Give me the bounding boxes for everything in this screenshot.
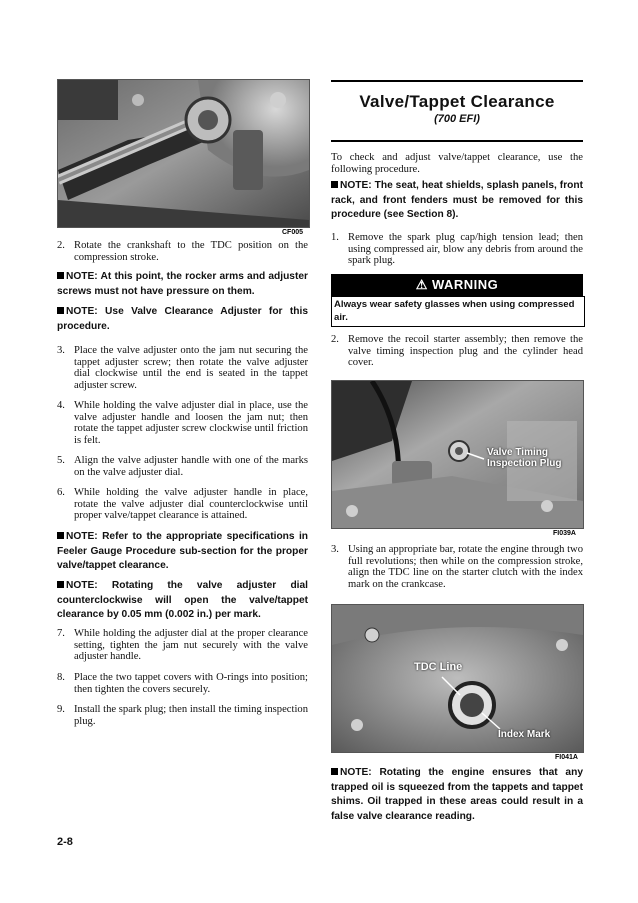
note-bullet-icon xyxy=(331,181,338,188)
left-step-4 xyxy=(57,400,308,446)
step-number: 8. xyxy=(57,672,65,683)
right-note-1 xyxy=(331,179,583,223)
left-step-8 xyxy=(57,672,308,695)
step-text: Place the two tappet covers with O-rings into position; then tighten the covers securely. xyxy=(74,672,308,695)
left-step-7 xyxy=(57,628,308,663)
right-step-1 xyxy=(331,232,583,267)
photo-valve-timing-plug xyxy=(331,380,584,529)
step-number: 5. xyxy=(57,455,65,466)
left-step-9 xyxy=(57,704,308,727)
page-number: 2-8 xyxy=(57,836,73,848)
intro-text: To check and adjust valve/tappet clearance, use the following procedure. xyxy=(331,152,583,175)
step-text: Install the spark plug; then install the timing inspection plug. xyxy=(74,704,308,727)
figure-code: FI039A xyxy=(553,530,576,537)
note-text: NOTE: Refer to the appropriate specifications in Feeler Gauge Procedure sub-section for the proper valve/tappet clearance. xyxy=(57,531,308,571)
right-note-2 xyxy=(331,766,583,824)
step-number: 4. xyxy=(57,400,65,411)
page-subtitle: (700 EFI) xyxy=(434,113,480,125)
right-step-3 xyxy=(331,544,583,590)
note-text: NOTE: Rotating the engine ensures that any trapped oil is squeezed from the tappets and tappet shims. Oil trapped in these areas could result in a false valve clearance reading. xyxy=(331,767,583,822)
figure-code: FI041A xyxy=(555,754,578,761)
left-note-1 xyxy=(57,270,308,299)
note-text: NOTE: The seat, heat shields, splash panels, front rack, and front fenders must be removed for this procedure (see Section 8). xyxy=(331,180,583,220)
note-bullet-icon xyxy=(57,532,64,539)
section-header xyxy=(331,80,583,142)
page-title: Valve/Tappet Clearance xyxy=(359,92,555,111)
right-step-2 xyxy=(331,334,583,369)
step-number: 6. xyxy=(57,487,65,498)
warning-header xyxy=(331,274,583,296)
callout-index-mark: Index Mark xyxy=(498,729,551,740)
callout-tdc-line: TDC Line xyxy=(414,661,463,673)
left-note-4 xyxy=(57,579,308,623)
note-bullet-icon xyxy=(331,768,338,775)
photo-valve-adjuster xyxy=(57,79,310,228)
step-text: While holding the valve adjuster handle in place, rotate the valve adjuster dial counterclockwise until proper valve/tappet clearance is attained. xyxy=(74,487,308,521)
step-number: 1. xyxy=(331,232,339,243)
step-text: Remove the spark plug cap/high tension lead; then using compressed air, blow any debris from around the spark plug. xyxy=(348,232,583,266)
step-text: Using an appropriate bar, rotate the engine through two full revolutions; then while on the compression stroke, align the TDC line on the starter clutch with the index mark on the crankcase. xyxy=(348,544,583,590)
note-text: NOTE: Rotating the valve adjuster dial counterclockwise will open the valve/tappet clearance by 0.05 mm (0.002 in.) per mark. xyxy=(57,580,308,620)
left-note-2 xyxy=(57,305,308,334)
step-number: 3. xyxy=(331,544,339,555)
left-step-6 xyxy=(57,487,308,522)
step-number: 9. xyxy=(57,704,65,715)
step-text: While holding the adjuster dial at the proper clearance setting, tighten the jam nut securely with the valve adjuster handle. xyxy=(74,628,308,662)
warning-title: WARNING xyxy=(431,277,499,292)
step-text: Place the valve adjuster onto the jam nut securing the tappet adjuster screw; then rotate the valve adjuster dial clockwise until the end is seated in the tappet adjuster screw. xyxy=(74,345,308,391)
note-bullet-icon xyxy=(57,272,64,279)
left-note-3 xyxy=(57,530,308,574)
step-text: Remove the recoil starter assembly; then remove the valve timing inspection plug and the cylinder head cover. xyxy=(348,334,583,368)
step-text: Align the valve adjuster handle with one of the marks on the valve adjuster dial. xyxy=(74,455,308,478)
figure-code: CF005 xyxy=(282,229,304,236)
step-text: While holding the valve adjuster dial in place, use the valve adjuster handle and loosen the jam nut; then rotate the tappet adjuster screw clockwise until friction is felt. xyxy=(74,400,308,446)
note-text: NOTE: At this point, the rocker arms and adjuster screws must not have pressure on them. xyxy=(57,271,308,297)
step-number: 3. xyxy=(57,345,65,356)
note-bullet-icon xyxy=(57,581,64,588)
step-text: Rotate the crankshaft to the TDC position on the compression stroke. xyxy=(74,240,308,263)
step-number: 2. xyxy=(57,240,65,251)
note-bullet-icon xyxy=(57,307,64,314)
warning-icon: ⚠ xyxy=(415,277,428,292)
left-step-5 xyxy=(57,455,308,478)
left-step-3 xyxy=(57,345,308,391)
photo-tdc-line xyxy=(331,604,584,753)
left-step-2 xyxy=(57,240,308,263)
warning-text: Always wear safety glasses when using compressed air. xyxy=(331,296,585,327)
step-number: 7. xyxy=(57,628,65,639)
callout-line-2: Inspection Plug xyxy=(487,458,562,469)
step-number: 2. xyxy=(331,334,339,345)
callout-valve-timing-plug xyxy=(487,447,561,469)
callout-line-1: Valve Timing xyxy=(487,447,548,458)
right-intro xyxy=(331,152,583,175)
note-text: NOTE: Use Valve Clearance Adjuster for this procedure. xyxy=(57,306,308,332)
